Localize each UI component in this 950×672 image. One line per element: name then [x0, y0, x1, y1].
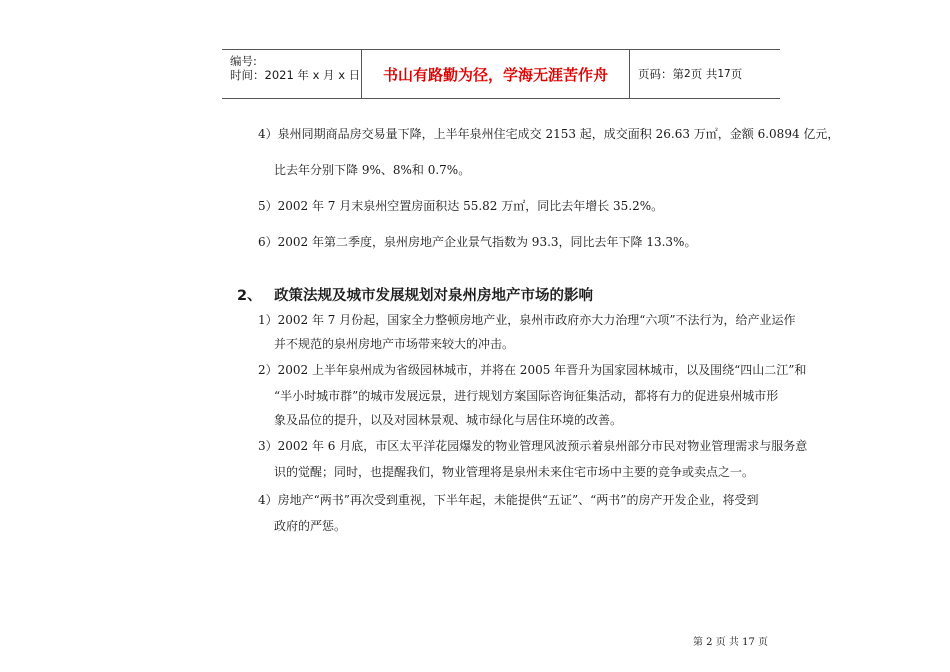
section-number: 2、 [237, 288, 262, 304]
page-prefix: 页码：第 [638, 67, 684, 81]
stats-item-4-line-1: 4）泉州同期商品房交易量下降，上半年泉州住宅成交 2153 起，成交面积 26.63 万㎡，金额 6.0894 亿元， [258, 127, 840, 141]
time-label: 时间：2021 年 x 月 x 日 [230, 68, 361, 82]
header-meta-cell [222, 50, 362, 98]
page-header [222, 49, 780, 99]
policy-item-2-line-2: “半小时城市群”的城市发展远景，进行规划方案国际咨询征集活动，都将有力的促进泉州城市形 [274, 389, 779, 403]
page-footer: 第 2 页 共 17 页 [693, 637, 768, 648]
serial-label: 编号: [230, 54, 257, 68]
section-title: 政策法规及城市发展规划对泉州房地产市场的影响 [274, 288, 594, 304]
page-suffix: 页 [730, 67, 743, 81]
policy-item-4-line-2: 政府的严惩。 [274, 519, 347, 533]
policy-item-1-line-2: 并不规范的泉州房地产市场带来较大的冲击。 [274, 337, 515, 351]
page-total: 17 [717, 68, 731, 80]
policy-item-2-line-3: 象及品位的提升，以及对园林景观、城市绿化与居住环境的改善。 [274, 413, 623, 427]
page-current: 2 [684, 68, 691, 80]
policy-item-3-line-2: 识的觉醒；同时，也提醒我们，物业管理将是泉州未来住宅市场中主要的竞争或卖点之一。 [274, 465, 755, 479]
header-slogan: 书山有路勤为径，学海无涯苦作舟 [362, 50, 630, 98]
policy-item-2-line-1: 2）2002 上半年泉州成为省级园林城市，并将在 2005 年晋升为国家园林城市，以及围绕“四山二江”和 [258, 363, 807, 377]
policy-item-4-line-1: 4）房地产“两书”再次受到重视，下半年起，未能提供“五证”、“两书”的房产开发企业，将受到 [258, 493, 759, 507]
policy-item-1-line-1: 1）2002 年 7 月份起，国家全力整顿房地产业，泉州市政府亦大力治理“六项”不法行为，给产业运作 [258, 313, 796, 327]
stats-item-4-line-2: 比去年分别下降 9%、8%和 0.7%。 [274, 163, 471, 177]
section-heading [237, 284, 593, 305]
stats-item-5: 5）2002 年 7 月末泉州空置房面积达 55.82 万㎡，同比去年增长 35.2%。 [258, 199, 664, 213]
header-page-cell [630, 50, 780, 98]
policy-item-3-line-1: 3）2002 年 6 月底，市区太平洋花园爆发的物业管理风波预示着泉州部分市民对物业管理需求与服务意 [258, 439, 808, 453]
page-mid: 页 共 [690, 67, 718, 81]
stats-item-6: 6）2002 年第二季度，泉州房地产企业景气指数为 93.3，同比去年下降 13.3%。 [258, 235, 697, 249]
